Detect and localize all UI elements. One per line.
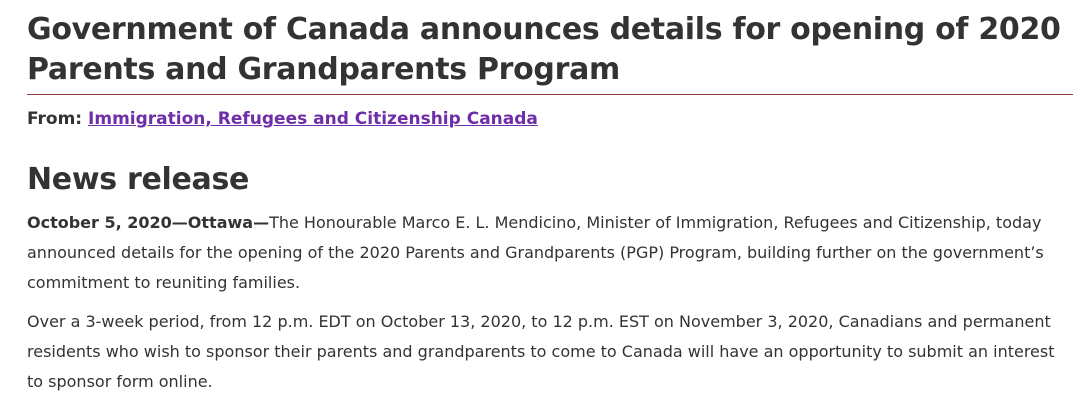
news-article bbox=[27, 10, 1073, 397]
paragraph-1-text: The Honourable Marco E. L. Mendicino, Minister of Immigration, Refugees and Citizenship, today announced details for the opening of the 2020 Parents and Grandparents (PGP) Program, building further on the government’s commitment to reuniting families. bbox=[27, 213, 1044, 292]
paragraph-2: Over a 3-week period, from 12 p.m. EDT on October 13, 2020, to 12 p.m. EST on November 3, 2020, Canadians and permanent residents who wish to sponsor their parents and grandparents to come to Canada will have an opportunity to submit an interest to sponsor form online. bbox=[27, 312, 1055, 391]
from-label: From: bbox=[27, 109, 89, 129]
paragraph-1 bbox=[27, 208, 1073, 298]
title-divider bbox=[27, 94, 1073, 95]
dateline: October 5, 2020—Ottawa— bbox=[27, 213, 270, 232]
from-line bbox=[27, 108, 1073, 130]
section-heading: News release bbox=[27, 162, 250, 197]
page-title: Government of Canada announces details for opening of 2020 Parents and Grandparents Program bbox=[27, 12, 1061, 87]
department-link[interactable]: Immigration, Refugees and Citizenship Canada bbox=[88, 109, 538, 129]
